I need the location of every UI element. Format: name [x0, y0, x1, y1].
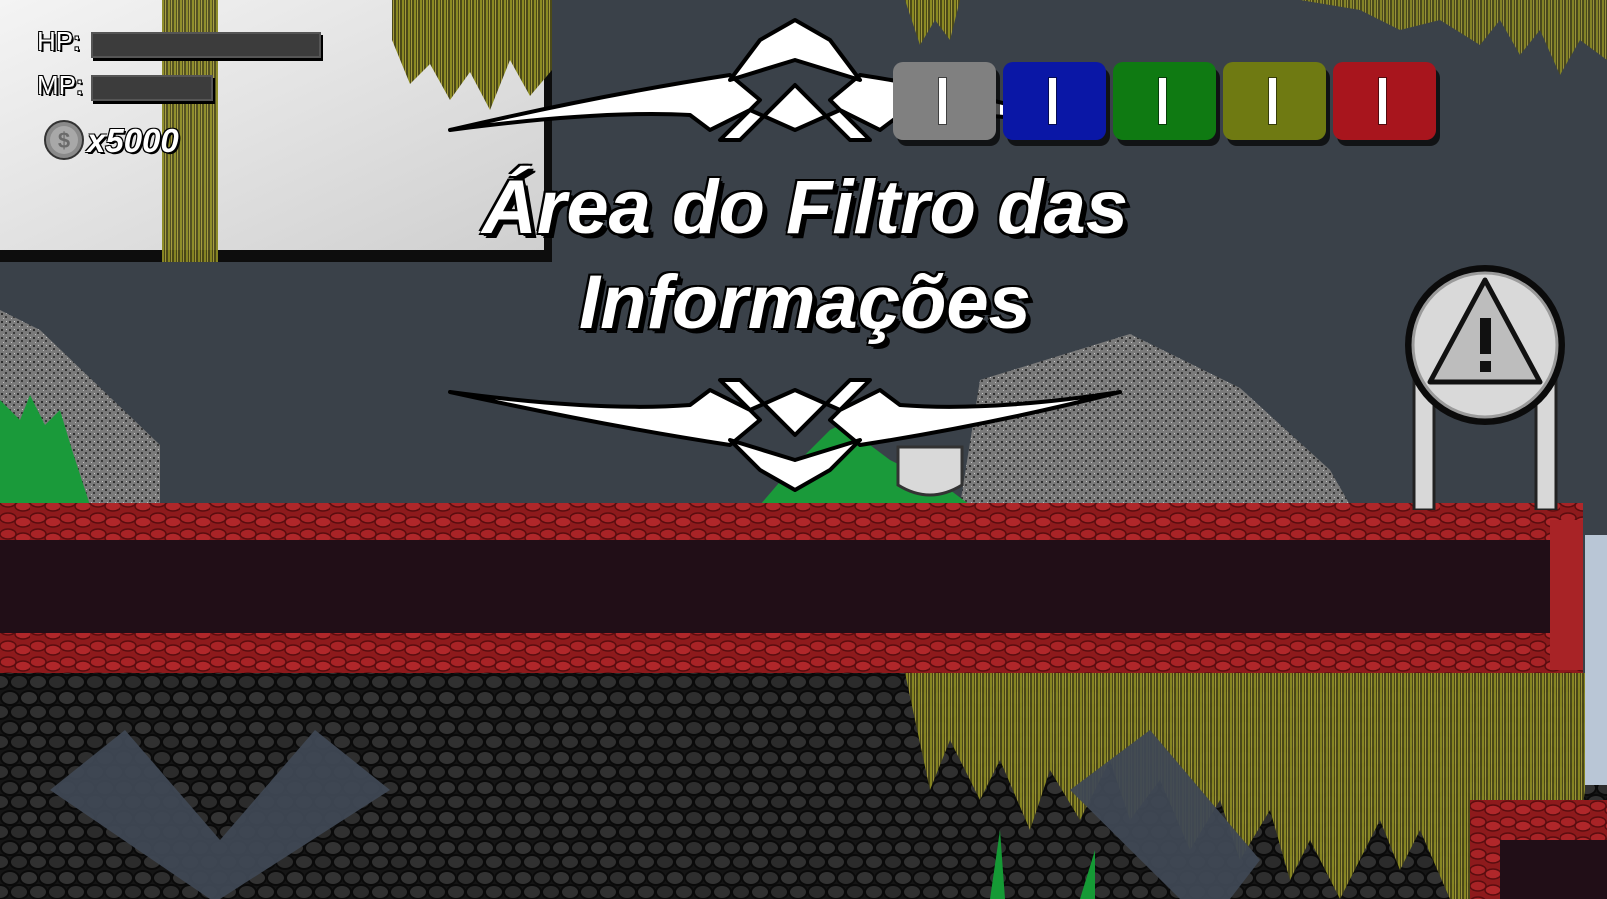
mp-label: MP: [37, 70, 84, 100]
hp-label: HP: [37, 26, 81, 56]
area-title-line1: Área do Filtro das [481, 165, 1129, 250]
svg-text:$: $ [57, 128, 71, 153]
coin-count: x5000 [87, 122, 179, 159]
chevron-left-icon[interactable] [1070, 730, 1260, 899]
area-title-line2: Informações [579, 260, 1031, 345]
chevron-down-icon[interactable] [50, 730, 390, 899]
